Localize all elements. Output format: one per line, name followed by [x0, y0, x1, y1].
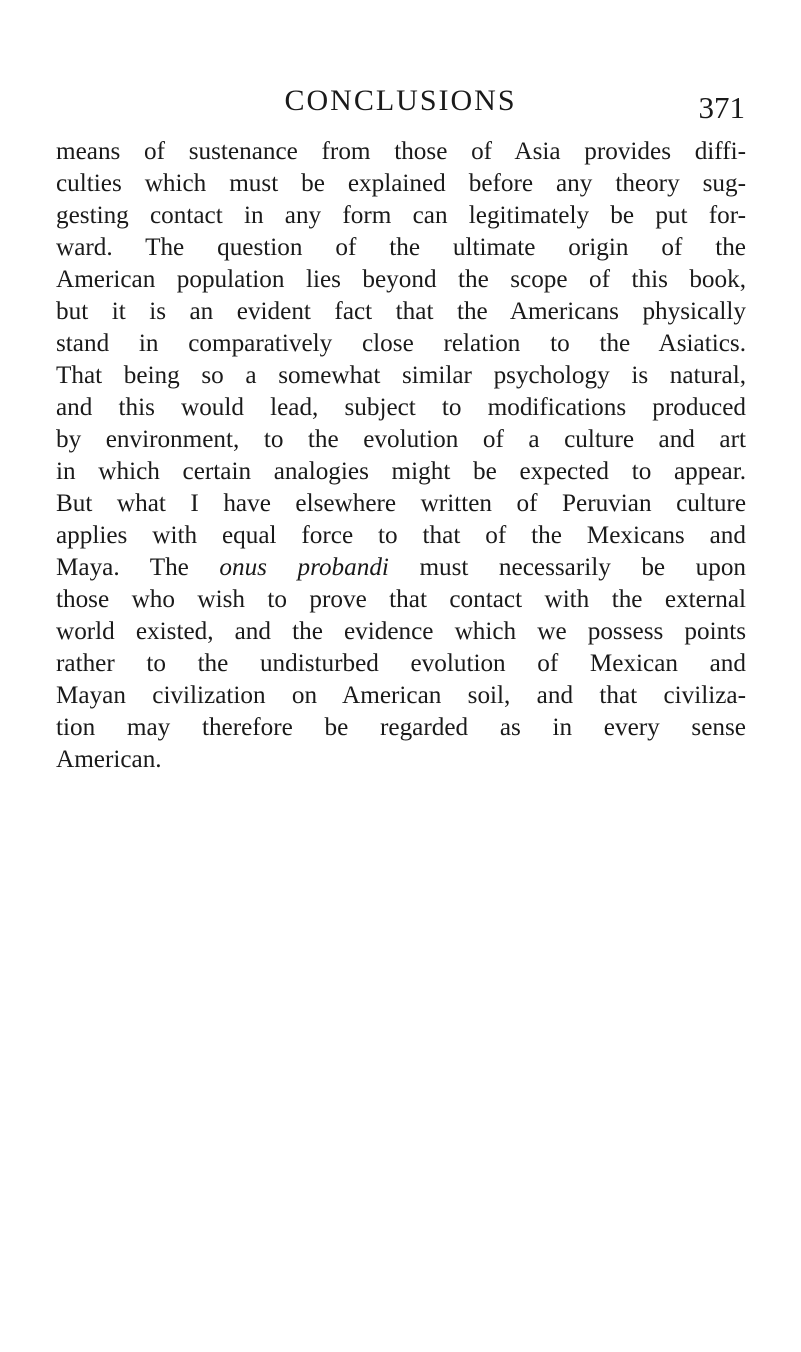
text-line: tion may therefore be regarded as in every sense — [56, 714, 746, 741]
text-line: those who wish to prove that contact with the external — [56, 586, 746, 613]
running-head: CONCLUSIONS — [284, 84, 517, 117]
text-line-mixed — [56, 552, 746, 584]
text-line: in which certain analogies might be expected to appear. — [56, 458, 746, 485]
text-line: But what I have elsewhere written of Peruvian culture — [56, 490, 746, 517]
text-line: ward. The question of the ultimate origin of the — [56, 234, 746, 261]
text-line: world existed, and the evidence which we possess points — [56, 618, 746, 645]
text-line: means of sustenance from those of Asia provides diffi- — [56, 138, 746, 165]
text-line: by environment, to the evolution of a culture and art — [56, 426, 746, 453]
text-line: gesting contact in any form can legitimately be put for- — [56, 202, 746, 229]
page-header — [0, 80, 801, 125]
text-line: applies with equal force to that of the Mexicans and — [56, 522, 746, 549]
text-line: but it is an evident fact that the Americans physically — [56, 298, 746, 325]
text-segment: Maya. The — [56, 554, 189, 581]
text-line: and this would lead, subject to modifications produced — [56, 394, 746, 421]
text-segment: must necessarily be upon — [419, 554, 747, 581]
body-paragraph — [56, 136, 746, 776]
text-line: American. — [56, 746, 162, 773]
page-number: 371 — [698, 90, 745, 125]
text-line: stand in comparatively close relation to the Asiatics. — [56, 330, 746, 357]
italic-phrase: onus probandi — [219, 554, 389, 581]
text-line: Mayan civilization on American soil, and that civiliza- — [56, 682, 746, 709]
text-line: culties which must be explained before any theory sug- — [56, 170, 746, 197]
text-line: That being so a somewhat similar psychology is natural, — [56, 362, 746, 389]
text-line: American population lies beyond the scope of this book, — [56, 266, 746, 293]
text-line: rather to the undisturbed evolution of Mexican and — [56, 650, 746, 677]
